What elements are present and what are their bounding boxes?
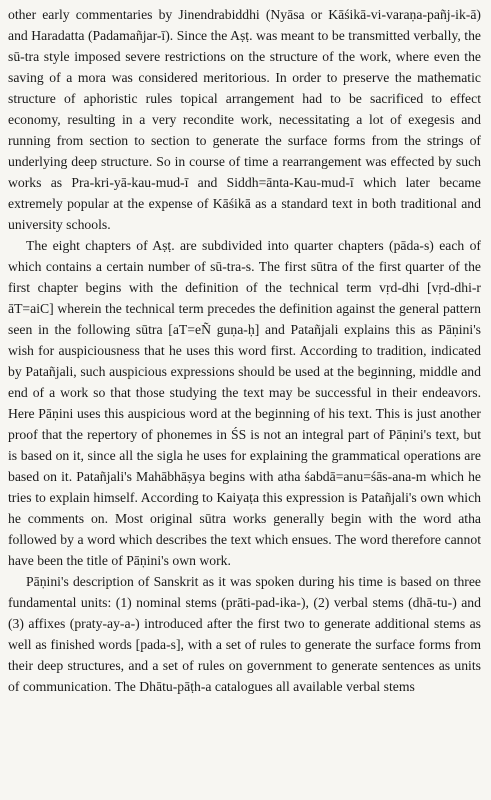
paragraph-chapters: The eight chapters of Aṣṭ. are subdivided into quarter chapters (pāda-s) each of which contains a certain number of sū-tra-s. The first sūtra of the first quarter of the first chapter begins with the definition of the technical term vṛd-dhi [vṛd-dhi-r āT=aiC] wherein the technical term precedes the definition against the general pattern seen in the following sūtra [aT=eÑ guṇa-ḥ] and Patañjali explains this as Pāṇini's wish for auspiciousness that he uses this word first. According to tradition, indicated by Patañjali, such auspicious expressions should be used at the beginning, middle and end of a work so that those studying the text may be successful in their endeavors. Here Pāṇini uses this auspicious word at the beginning of his text. This is just another proof that the repertory of phonemes in ŚS is not an integral part of Pāṇini's text, but is based on it, since all the sigla he uses for explaining the grammatical operations are based on it. Patañjali's Mahābhāṣya begins with atha śabdā=anu=śās-ana-m which he tries to explain himself. According to Kaiyaṭa this expression is Patañjali's own which he comments on. Most original sūtra works generally begin with the word atha followed by a word which describes the text which ensues. The word therefore cannot have been the title of Pāṇini's own work. <box>8 238 481 568</box>
paragraph-description: Pāṇini's description of Sanskrit as it was spoken during his time is based on three fundamental units: (1) nominal stems (prāti-pad-ika-), (2) verbal stems (dhā-tu-) and (3) affixes (praty-ay-a-) introduced after the first two to generate additional stems as well as finished words [pada-s], with a set of rules to generate the surface forms from their deep structures, and a set of rules on government to generate sentences as units of communication. The Dhātu-pāṭh-a catalogues all available verbal stems <box>8 574 481 694</box>
paragraph-commentaries: other early commentaries by Jinendrabiddhi (Nyāsa or Kāśikā-vi-varaṇa-pañj-ik-ā) and Haradatta (Padamañjar-ī). Since the Aṣṭ. was meant to be transmitted verbally, the sū-tra style imposed severe restrictions on the structure of the work, where even the saving of a mora was considered meritorious. In order to preserve the mathematic structure of aphoristic rules topical arrangement had to be sacrificed to effect economy, resulting in a very recondite work, necessitating a lot of exegesis and running from section to section to generate the surface forms from the strings of underlying deep structure. So in course of time a rearrangement was effected by such works as Pra-kri-yā-kau-mud-ī and Siddh=ānta-Kau-mud-ī which later became extremely popular at the expense of Kāśikā as a standard text in both traditional and university schools. <box>8 7 481 232</box>
